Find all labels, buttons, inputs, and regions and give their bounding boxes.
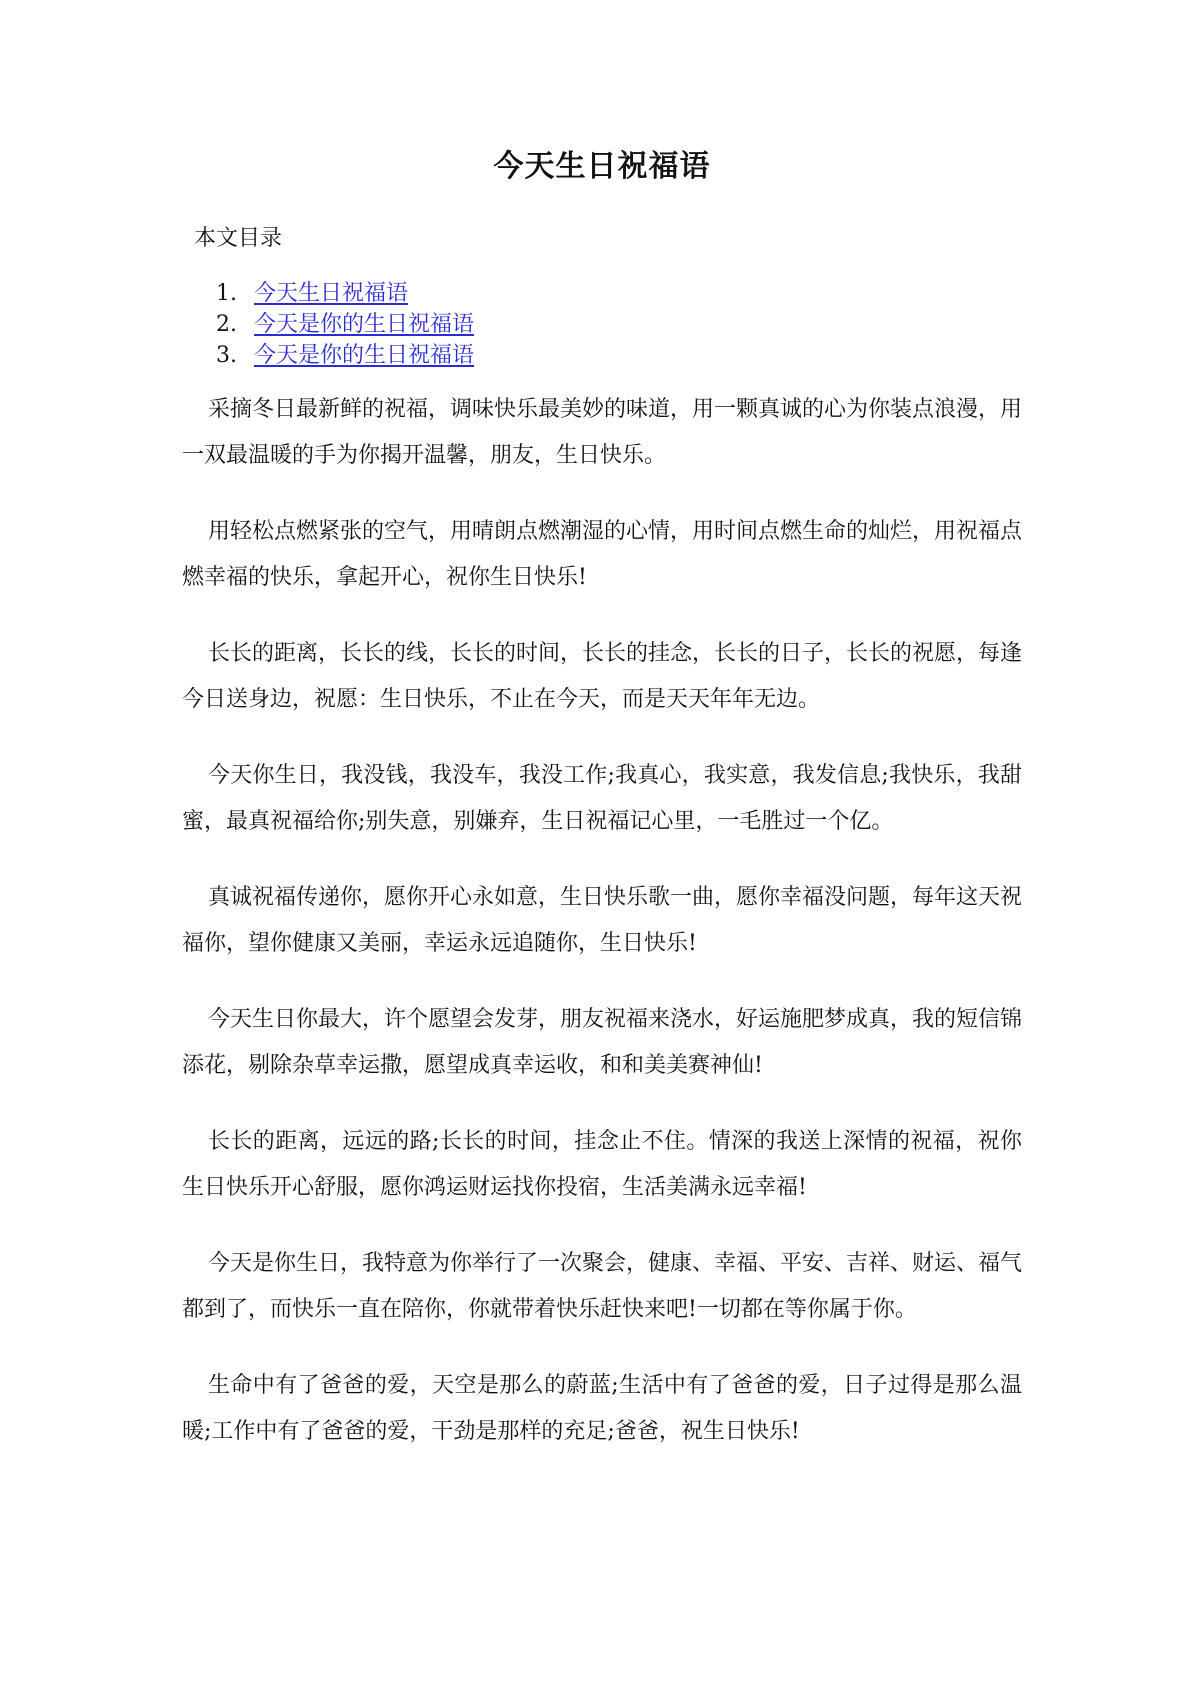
toc-item bbox=[216, 278, 1022, 309]
toc-link-1[interactable]: 今天生日祝福语 bbox=[254, 281, 409, 306]
toc-item-number: 1. bbox=[216, 281, 237, 306]
toc-item bbox=[216, 309, 1022, 340]
paragraph: 今天是你生日，我特意为你举行了一次聚会，健康、幸福、平安、吉祥、财运、福气都到了，而快乐一直在陪你，你就带着快乐赶快来吧!一切都在等你属于你。 bbox=[182, 1251, 1023, 1322]
paragraph: 真诚祝福传递你，愿你开心永如意，生日快乐歌一曲，愿你幸福没问题，每年这天祝福你，望你健康又美丽，幸运永远追随你，生日快乐! bbox=[182, 885, 1023, 956]
toc-item-number: 2. bbox=[216, 312, 237, 337]
paragraph: 生命中有了爸爸的爱，天空是那么的蔚蓝;生活中有了爸爸的爱，日子过得是那么温暖;工作中有了爸爸的爱，干劲是那样的充足;爸爸，祝生日快乐! bbox=[182, 1373, 1022, 1444]
document-content bbox=[182, 140, 1022, 1485]
toc-heading: 本文目录 bbox=[194, 226, 283, 251]
table-of-contents bbox=[182, 278, 1022, 371]
paragraph: 长长的距离，远远的路;长长的时间，挂念止不住。情深的我送上深情的祝福，祝你生日快乐开心舒服，愿你鸿运财运找你投宿，生活美满永远幸福! bbox=[182, 1129, 1022, 1200]
body-text bbox=[182, 387, 1022, 1455]
page-title: 今天生日祝福语 bbox=[493, 149, 711, 184]
toc-link-3[interactable]: 今天是你的生日祝福语 bbox=[254, 343, 475, 368]
toc-item bbox=[216, 340, 1022, 371]
toc-link-2[interactable]: 今天是你的生日祝福语 bbox=[254, 312, 475, 337]
paragraph: 今天生日你最大，许个愿望会发芽，朋友祝福来浇水，好运施肥梦成真，我的短信锦添花，剔除杂草幸运撒，愿望成真幸运收，和和美美赛神仙! bbox=[182, 1007, 1023, 1078]
paragraph: 今天你生日，我没钱，我没车，我没工作;我真心，我实意，我发信息;我快乐，我甜蜜，最真祝福给你;别失意，别嫌弃，生日祝福记心里，一毛胜过一个亿。 bbox=[182, 763, 1022, 834]
paragraph: 采摘冬日最新鲜的祝福，调味快乐最美妙的味道，用一颗真诚的心为你装点浪漫，用一双最温暖的手为你揭开温馨，朋友，生日快乐。 bbox=[182, 397, 1023, 468]
paragraph: 用轻松点燃紧张的空气，用晴朗点燃潮湿的心情，用时间点燃生命的灿烂，用祝福点燃幸福的快乐，拿起开心，祝你生日快乐! bbox=[182, 519, 1023, 590]
toc-item-number: 3. bbox=[216, 343, 237, 368]
paragraph: 长长的距离，长长的线，长长的时间，长长的挂念，长长的日子，长长的祝愿，每逢今日送身边，祝愿：生日快乐，不止在今天，而是天天年年无边。 bbox=[182, 641, 1023, 712]
